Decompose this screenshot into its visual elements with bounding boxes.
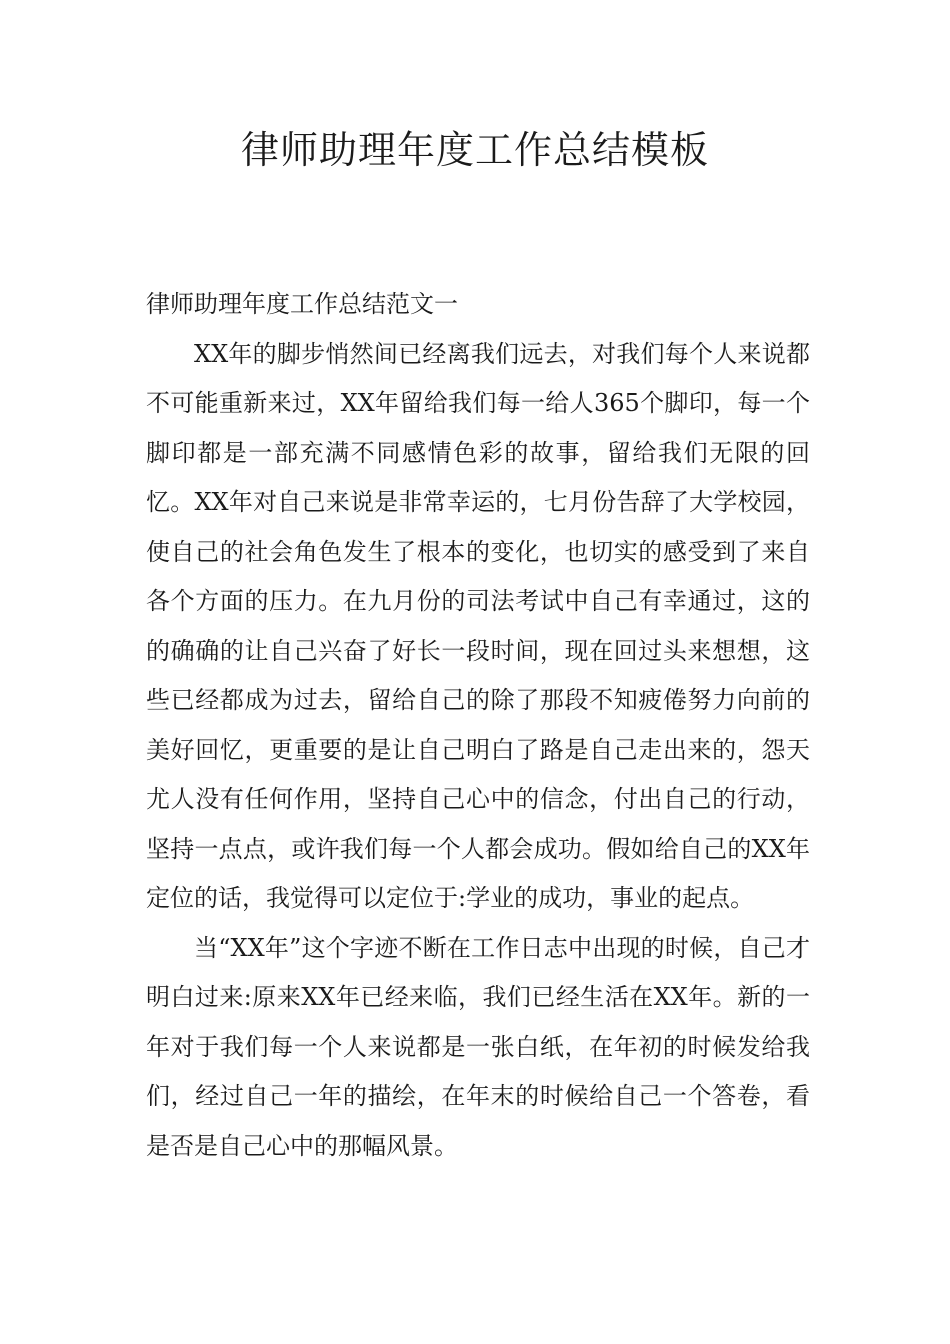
section-subtitle: 律师助理年度工作总结范文一 bbox=[146, 290, 458, 318]
paragraph-2: 当“XX年”这个字迹不断在工作日志中出现的时候，自己才明白过来:原来XX年已经来临，我们已经生活在XX年。新的一年对于我们每一个人来说都是一张白纸，在年初的时候发给我们，经过自己一年的描绘，在年末的时候给自己一个答卷，看是否是自己心中的那幅风景。 bbox=[146, 933, 810, 1160]
document-body bbox=[146, 280, 810, 1171]
document-title: 律师助理年度工作总结模板 bbox=[240, 128, 709, 172]
paragraph-1: XX年的脚步悄然间已经离我们远去，对我们每个人来说都不可能重新来过，XX年留给我们每一给人365个脚印，每一个脚印都是一部充满不同感情色彩的故事，留给我们无限的回忆。XX年对自己来说是非常幸运的，七月份告辞了大学校园，使自己的社会角色发生了根本的变化，也切实的感受到了来自各个方面的压力。在九月份的司法考试中自己有幸通过，这的的确确的让自己兴奋了好长一段时间，现在回过头来想想，这些已经都成为过去，留给自己的除了那段不知疲倦努力向前的美好回忆，更重要的是让自己明白了路是自己走出来的，怨天尤人没有任何作用，坚持自己心中的信念，付出自己的行动，坚持一点点，或许我们每一个人都会成功。假如给自己的XX年定位的话，我觉得可以定位于:学业的成功，事业的起点。 bbox=[146, 339, 810, 912]
